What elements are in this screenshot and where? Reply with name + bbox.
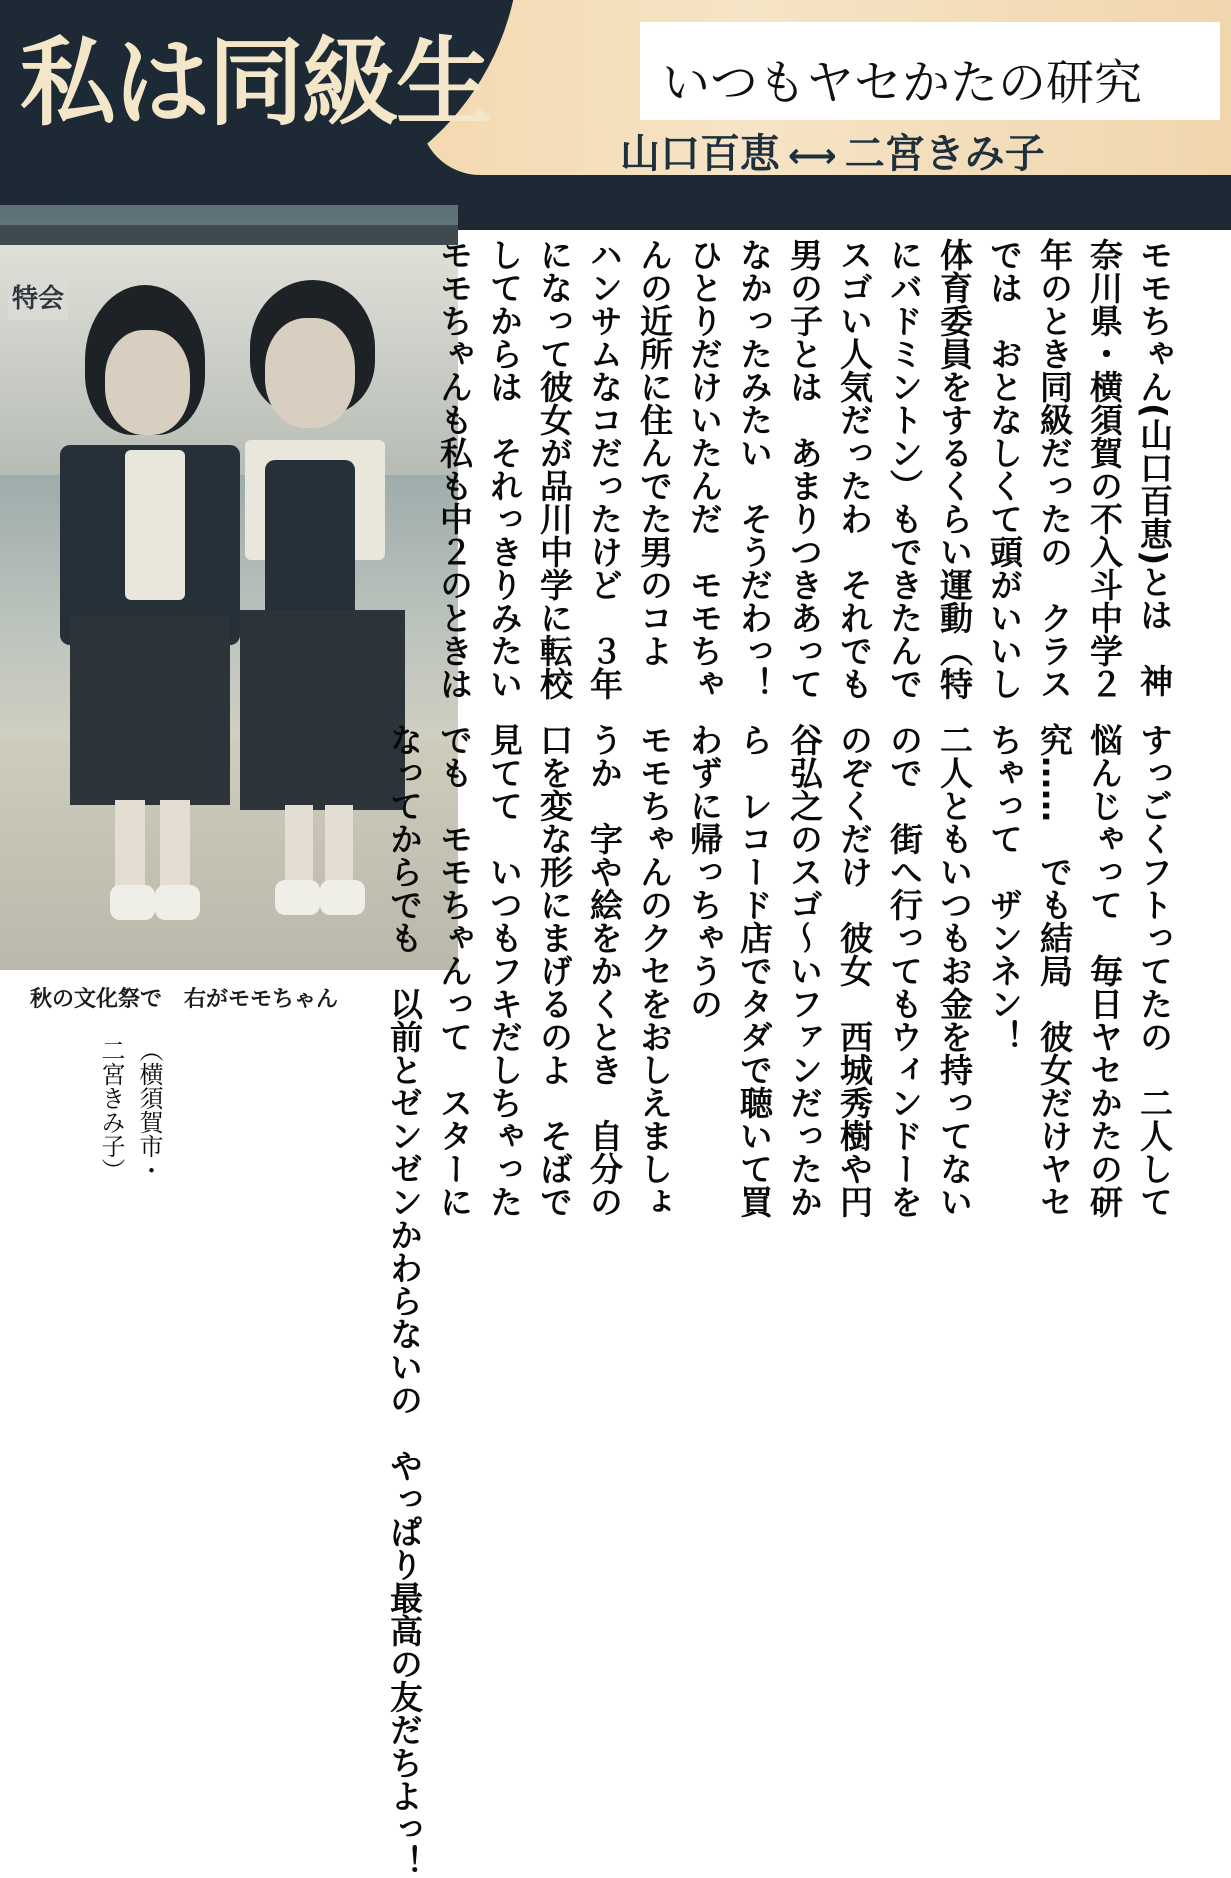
girl-left bbox=[60, 285, 240, 925]
name-right: 二宮きみ子 bbox=[844, 131, 1045, 177]
photo-caption: 秋の文化祭で 右がモモちゃん bbox=[30, 987, 339, 1012]
header-banner bbox=[0, 0, 1231, 230]
subtitle-box bbox=[640, 22, 1220, 120]
article-byline: （横須賀市・ 二宮きみ子） bbox=[97, 1038, 163, 1182]
name-left: 山口百恵 bbox=[620, 131, 780, 177]
article-lower: すっごくフトってたの 二人して 悩んじゃって 毎日ヤセかたの研 究…… でも結局 彼女だけヤセ ちゃって ザンネン！ 二人ともいつもお金を持ってない ので 街へ行ってもウィンドーを のぞくだけ 彼女 西城秀樹や円 谷弘之のスゴ～いファンだったか ら レコード店でタダで聴いて買 わずに帰っちゃうの モモちゃんのクセをおしえましょ うか 字や絵をかくとき 自分の 口を変な形にまげるのよ そばで 見てて いつもフキだしちゃった でも モモちゃんって スターに なってからでも 以前とゼンゼンかわらないの やっぱり最高の友だちよっ！ bbox=[385, 723, 1174, 1878]
article-upper: モモちゃん(山口百恵)とは 神 奈川県・横須賀の不入斗中学２ 年のとき同級だったの クラス では おとなしくて頭がいいし 体育委員をするくらい運動（特 にバドミントン）もできたんで スゴい人気だったわ それでも 男の子とは あまりつきあって なかったみたい そうだわっ！ ひとりだけいたんだ モモちゃ んの近所に住んでた男のコよ ハンサムなコだったけど ３年 になって彼女が品川中学に転校 してからは それっきりみたい モモちゃんも私も中２のときは bbox=[435, 238, 1174, 700]
double-arrow-icon: ⟷ bbox=[788, 136, 837, 176]
subtitle: いつもヤセかたの研究 bbox=[662, 55, 1143, 111]
girl-right bbox=[225, 280, 405, 930]
names-line bbox=[620, 122, 1045, 179]
page-title: 私は同級生 bbox=[20, 26, 490, 139]
sign-text: 特会 bbox=[12, 284, 65, 314]
sign-board bbox=[8, 270, 68, 320]
